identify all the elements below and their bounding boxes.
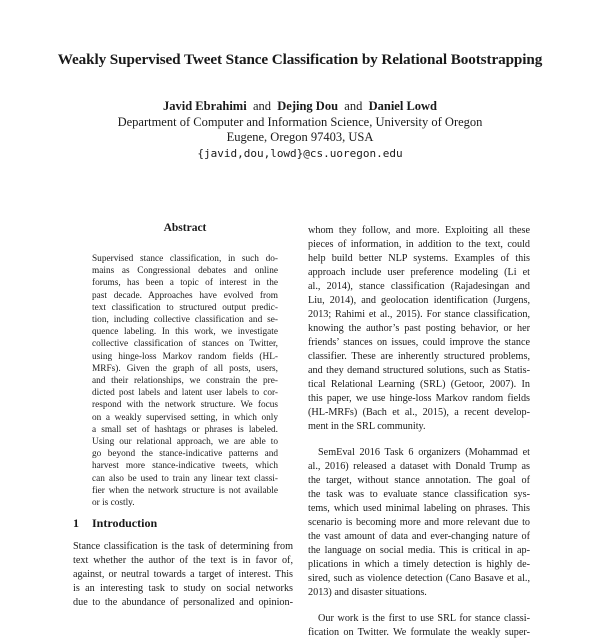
paper-title: Weakly Supervised Tweet Stance Classification by Relational Bootstrapping — [57, 51, 543, 68]
abstract-line: and their relationships, we constrain the pre- — [92, 376, 278, 387]
abstract-line: harvest more stance-indicative tweets, which — [92, 461, 278, 472]
body-line: classifier. These are inherently structured problems, — [308, 351, 530, 362]
body-line: help build better NLP systems. Examples of this — [308, 253, 530, 264]
abstract-line: past decade. Approaches have evolved from — [92, 290, 278, 301]
abstract-heading: Abstract — [163, 222, 207, 234]
abstract-line: tion, including collective classification and se- — [92, 315, 278, 326]
author-block — [0, 99, 600, 161]
intro-line: text whether the author of the text is in favor of, — [73, 555, 293, 566]
author-name-3: Daniel Lowd — [368, 99, 438, 113]
body-line: al., 2016) released a dataset with Donald Trump as — [308, 461, 530, 472]
author-and-1: and — [252, 99, 271, 113]
author-department: Department of Computer and Information Science, University of Oregon — [117, 114, 483, 129]
body-line: al., 2014), stance classification (Rajadesingan and — [308, 281, 530, 292]
body-line: pieces of information, in addition to the text, could — [308, 239, 530, 250]
body-line: knowing the author’s past posting behavior, or her — [308, 323, 530, 334]
body-line: sired, such as violence detection (Cano Basave et al., — [308, 573, 530, 584]
body-line: the task was to evaluate stance classification sys- — [308, 489, 530, 500]
right-column-body — [308, 224, 530, 640]
abstract-line: MRFs). Given the graph of all posts, users, — [92, 363, 278, 374]
abstract-line: or is costly. — [92, 498, 135, 509]
body-line: 2013) and disaster situations. — [308, 587, 427, 598]
body-line: friends’ stances on issues, could improve the stance — [308, 337, 530, 348]
body-line: 2013; Rahimi et al., 2015). For stance classification, — [308, 309, 530, 320]
body-line: ment in the SRL community. — [308, 421, 426, 432]
paragraph — [308, 446, 530, 600]
author-and-2: and — [344, 99, 363, 113]
abstract-line: fier when the network structure is not available — [92, 485, 278, 496]
author-location: Eugene, Oregon 97403, USA — [226, 130, 374, 144]
body-line: scenario is becoming more and more relevant due to — [308, 517, 530, 528]
body-line: tical Relational Learning (SRL) (Getoor, 2007). In — [308, 379, 530, 390]
abstract-line: collective classification of stances on Twitter, — [92, 339, 278, 350]
abstract-body — [92, 253, 278, 509]
intro-line: against, or neutral towards a target of interest. This — [73, 569, 293, 580]
abstract-line: text classification to structured output predic- — [92, 302, 278, 313]
author-name-1: Javid Ebrahimi — [162, 99, 247, 113]
author-name-2: Dejing Dou — [277, 99, 339, 113]
body-line: approach include user preference modeling (Li et — [308, 267, 530, 278]
abstract-line: quence labeling. In this work, we investigate — [92, 327, 278, 338]
abstract-line: can also be used to train any linear text classi- — [92, 473, 278, 484]
abstract-line: dicted post labels and latent user labels to cor- — [92, 388, 278, 399]
body-line: the language on social media. This is critical in ap- — [308, 545, 530, 556]
abstract-line: a small set of hashtags or phrases is labeled. — [92, 424, 278, 435]
body-line: SemEval 2016 Task 6 organizers (Mohammad et — [318, 447, 530, 458]
abstract-line: go beyond the stance-indicative patterns and — [92, 449, 278, 460]
body-line: tems, which used minimal labeling on phrases. This — [308, 503, 530, 514]
body-line: Our work is the first to use SRL for stance classi- — [318, 613, 530, 624]
abstract-line: respond with the network structure. We focus — [92, 400, 278, 411]
abstract-line: Using our relational approach, we are able to — [92, 437, 278, 448]
intro-line: due to the abundance of personalized and opinion- — [73, 597, 293, 608]
body-line: plications in which a timely detection is highly de- — [308, 559, 530, 570]
body-line: this paper, we use hinge-loss Markov random fields — [308, 393, 530, 404]
body-line: Liu, 2014), and geolocation identification (Jurgens, — [308, 295, 530, 306]
section-title: Introduction — [92, 516, 158, 530]
abstract-line: on a weakly supervised setting, in which only — [92, 412, 278, 423]
author-names — [0, 99, 600, 115]
paragraph-gap — [308, 600, 530, 612]
body-line: and they demand structured solutions, such as Statis- — [308, 365, 530, 376]
body-line: the target, without stance annotation. The goal of — [308, 475, 530, 486]
body-line: whom they follow, and more. Exploiting all these — [308, 225, 530, 236]
paragraph — [308, 612, 530, 640]
abstract-line: Supervised stance classification, in such do- — [92, 254, 278, 264]
intro-line: is an interesting task to study on social networks — [73, 583, 293, 594]
abstract-line: mains as Congressional debates and online — [92, 266, 278, 277]
paragraph-gap — [308, 434, 530, 446]
section-number: 1 — [73, 516, 79, 530]
section-heading-introduction — [73, 516, 157, 531]
author-email: {javid,dou,lowd}@cs.uoregon.edu — [197, 146, 403, 160]
body-line: (HL-MRFs) (Bach et al., 2015), a recent develop- — [308, 407, 530, 418]
abstract-line: forums, has been a topic of interest in the — [92, 278, 278, 289]
body-line: the vast amount of data and ever-changing nature of — [308, 531, 530, 542]
intro-line: Stance classification is the task of determining from — [73, 541, 293, 552]
body-line: fication on Twitter. We formulate the weakly super- — [308, 627, 530, 638]
abstract-line: using hinge-loss Markov random fields (HL- — [92, 351, 278, 362]
